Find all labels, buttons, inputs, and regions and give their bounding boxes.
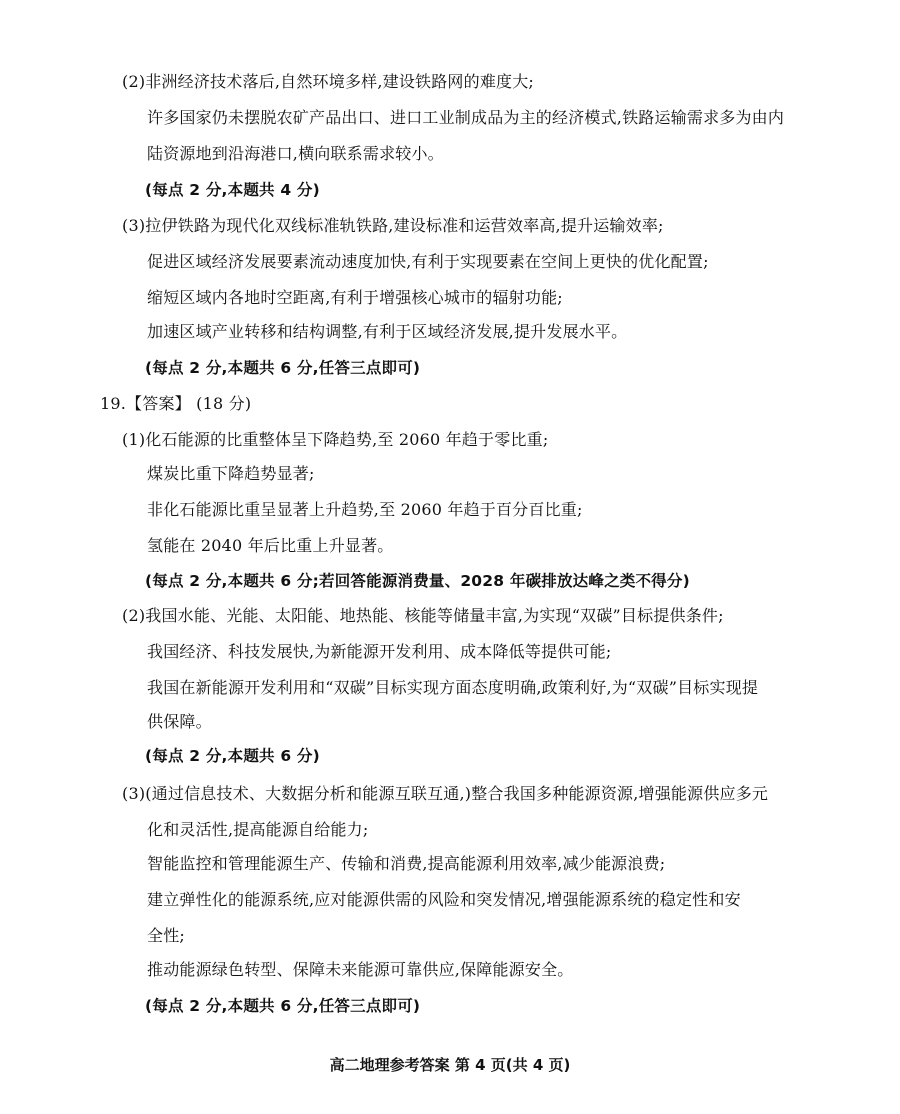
q18-part3-line-1: (3)拉伊铁路为现代化双线标准轨铁路,建设标准和运营效率高,提升运输效率; <box>122 216 664 235</box>
q19-part2-scoring-note: (每点 2 分,本题共 6 分) <box>145 747 320 765</box>
q19-part3-line-4: 建立弹性化的能源系统,应对能源供需的风险和突发情况,增强能源系统的稳定性和安 <box>147 890 741 909</box>
q19-part2-line-2: 我国经济、科技发展快,为新能源开发利用、成本降低等提供可能; <box>147 642 612 661</box>
q19-part3-line-3: 智能监控和管理能源生产、传输和消费,提高能源利用效率,减少能源浪费; <box>147 854 666 873</box>
q18-part3-line-3: 缩短区域内各地时空距离,有利于增强核心城市的辐射功能; <box>147 288 563 307</box>
q19-part3-line-6: 推动能源绿色转型、保障未来能源可靠供应,保障能源安全。 <box>147 960 574 979</box>
q19-part1-line-3: 非化石能源比重呈显著上升趋势,至 2060 年趋于百分百比重; <box>147 500 583 519</box>
q19-part2-line-1: (2)我国水能、光能、太阳能、地热能、核能等储量丰富,为实现“双碳”目标提供条件; <box>122 606 724 625</box>
q18-part2-line-1: (2)非洲经济技术落后,自然环境多样,建设铁路网的难度大; <box>122 72 535 91</box>
q18-part3-scoring-note: (每点 2 分,本题共 6 分,任答三点即可) <box>145 359 421 377</box>
q18-part3-line-2: 促进区域经济发展要素流动速度加快,有利于实现要素在空间上更快的优化配置; <box>147 252 709 271</box>
q19-part2-line-4: 供保障。 <box>147 712 212 731</box>
q19-part1-line-2: 煤炭比重下降趋势显著; <box>147 464 315 483</box>
page-footer: 高二地理参考答案 第 4 页(共 4 页) <box>329 1056 571 1074</box>
q19-part3-line-2: 化和灵活性,提高能源自给能力; <box>147 820 369 839</box>
q19-part3-line-5: 全性; <box>147 926 185 945</box>
q19-part3-scoring-note: (每点 2 分,本题共 6 分,任答三点即可) <box>145 997 421 1015</box>
q19-part1-line-1: (1)化石能源的比重整体呈下降趋势,至 2060 年趋于零比重; <box>122 430 549 449</box>
q19-header: 19.【答案】 (18 分) <box>100 394 252 413</box>
q19-part2-line-3: 我国在新能源开发利用和“双碳”目标实现方面态度明确,政策利好,为“双碳”目标实现提 <box>147 678 759 697</box>
q18-part2-line-2: 许多国家仍未摆脱农矿产品出口、进口工业制成品为主的经济模式,铁路运输需求多为由内 <box>147 108 785 127</box>
q19-part1-line-4: 氢能在 2040 年后比重上升显著。 <box>147 536 394 555</box>
q18-part2-scoring-note: (每点 2 分,本题共 4 分) <box>145 181 320 199</box>
q18-part2-line-3: 陆资源地到沿海港口,横向联系需求较小。 <box>147 144 444 163</box>
q19-part1-scoring-note: (每点 2 分,本题共 6 分;若回答能源消费量、2028 年碳排放达峰之类不得分) <box>145 572 690 590</box>
q18-part3-line-4: 加速区域产业转移和结构调整,有利于区域经济发展,提升发展水平。 <box>147 322 628 341</box>
q19-part3-line-1: (3)(通过信息技术、大数据分析和能源互联互通,)整合我国多种能源资源,增强能源供应多元 <box>122 784 769 803</box>
